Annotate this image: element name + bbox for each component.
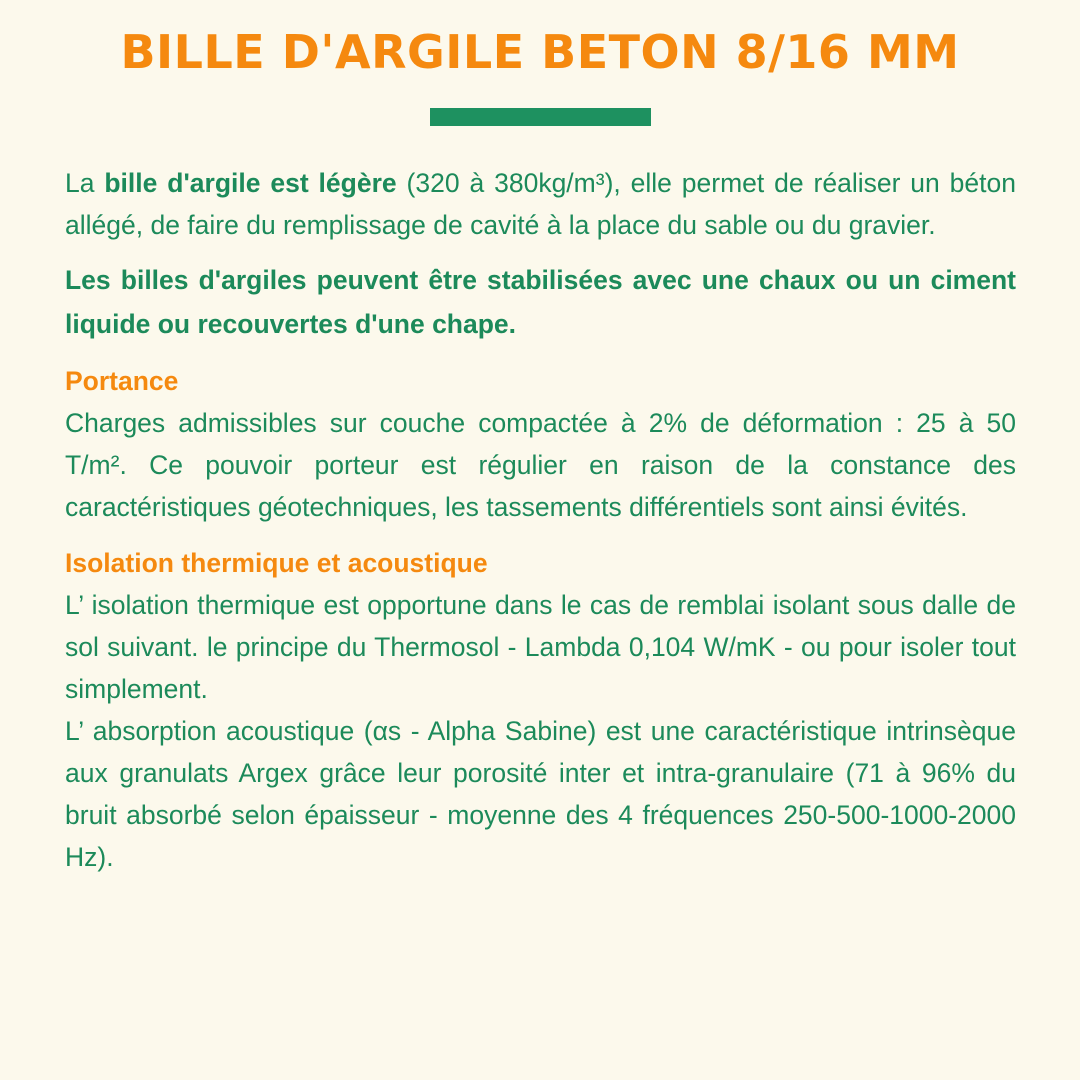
page-title: BILLE D'ARGILE BETON 8/16 MM: [120, 25, 960, 79]
isolation-section: [65, 542, 1016, 878]
intro-rest: (320 à 380kg/m³), elle permet de réaliser un béton allégé, de faire du remplissage de cavité à la place du sable ou du gravier.: [65, 168, 1016, 240]
intro-paragraph: [65, 162, 1016, 246]
isolation-thermique-text: L’ isolation thermique est opportune dans le cas de remblai isolant sous dalle de sol suivant. le principe du Thermosol - Lambda 0,104 W/mK - ou pour isoler tout simplement.: [65, 590, 1016, 704]
portance-heading: Portance: [65, 366, 179, 396]
title-underline-bar: [430, 108, 651, 126]
intro-bold: bille d'argile est légère: [104, 168, 397, 198]
portance-text: Charges admissibles sur couche compactée à 2% de déformation : 25 à 50 T/m². Ce pouvoir porteur est régulier en raison de la constance des caractéristiques géotechniques, les tassements différentiels sont ainsi évités.: [65, 408, 1016, 522]
stabilisation-paragraph: Les billes d'argiles peuvent être stabilisées avec une chaux ou un ciment liquide ou recouvertes d'une chape.: [65, 265, 1016, 339]
intro-prefix: La: [65, 168, 105, 198]
isolation-acoustique-text: L’ absorption acoustique (αs - Alpha Sabine) est une caractéristique intrinsèque aux granulats Argex grâce leur porosité inter et intra-granulaire (71 à 96% du bruit absorbé selon épaisseur - moyenne des 4 fréquences 250-500-1000-2000 Hz).: [65, 716, 1016, 872]
content-body: [65, 162, 1016, 892]
portance-section: [65, 360, 1016, 528]
isolation-heading: Isolation thermique et acoustique: [65, 548, 488, 578]
